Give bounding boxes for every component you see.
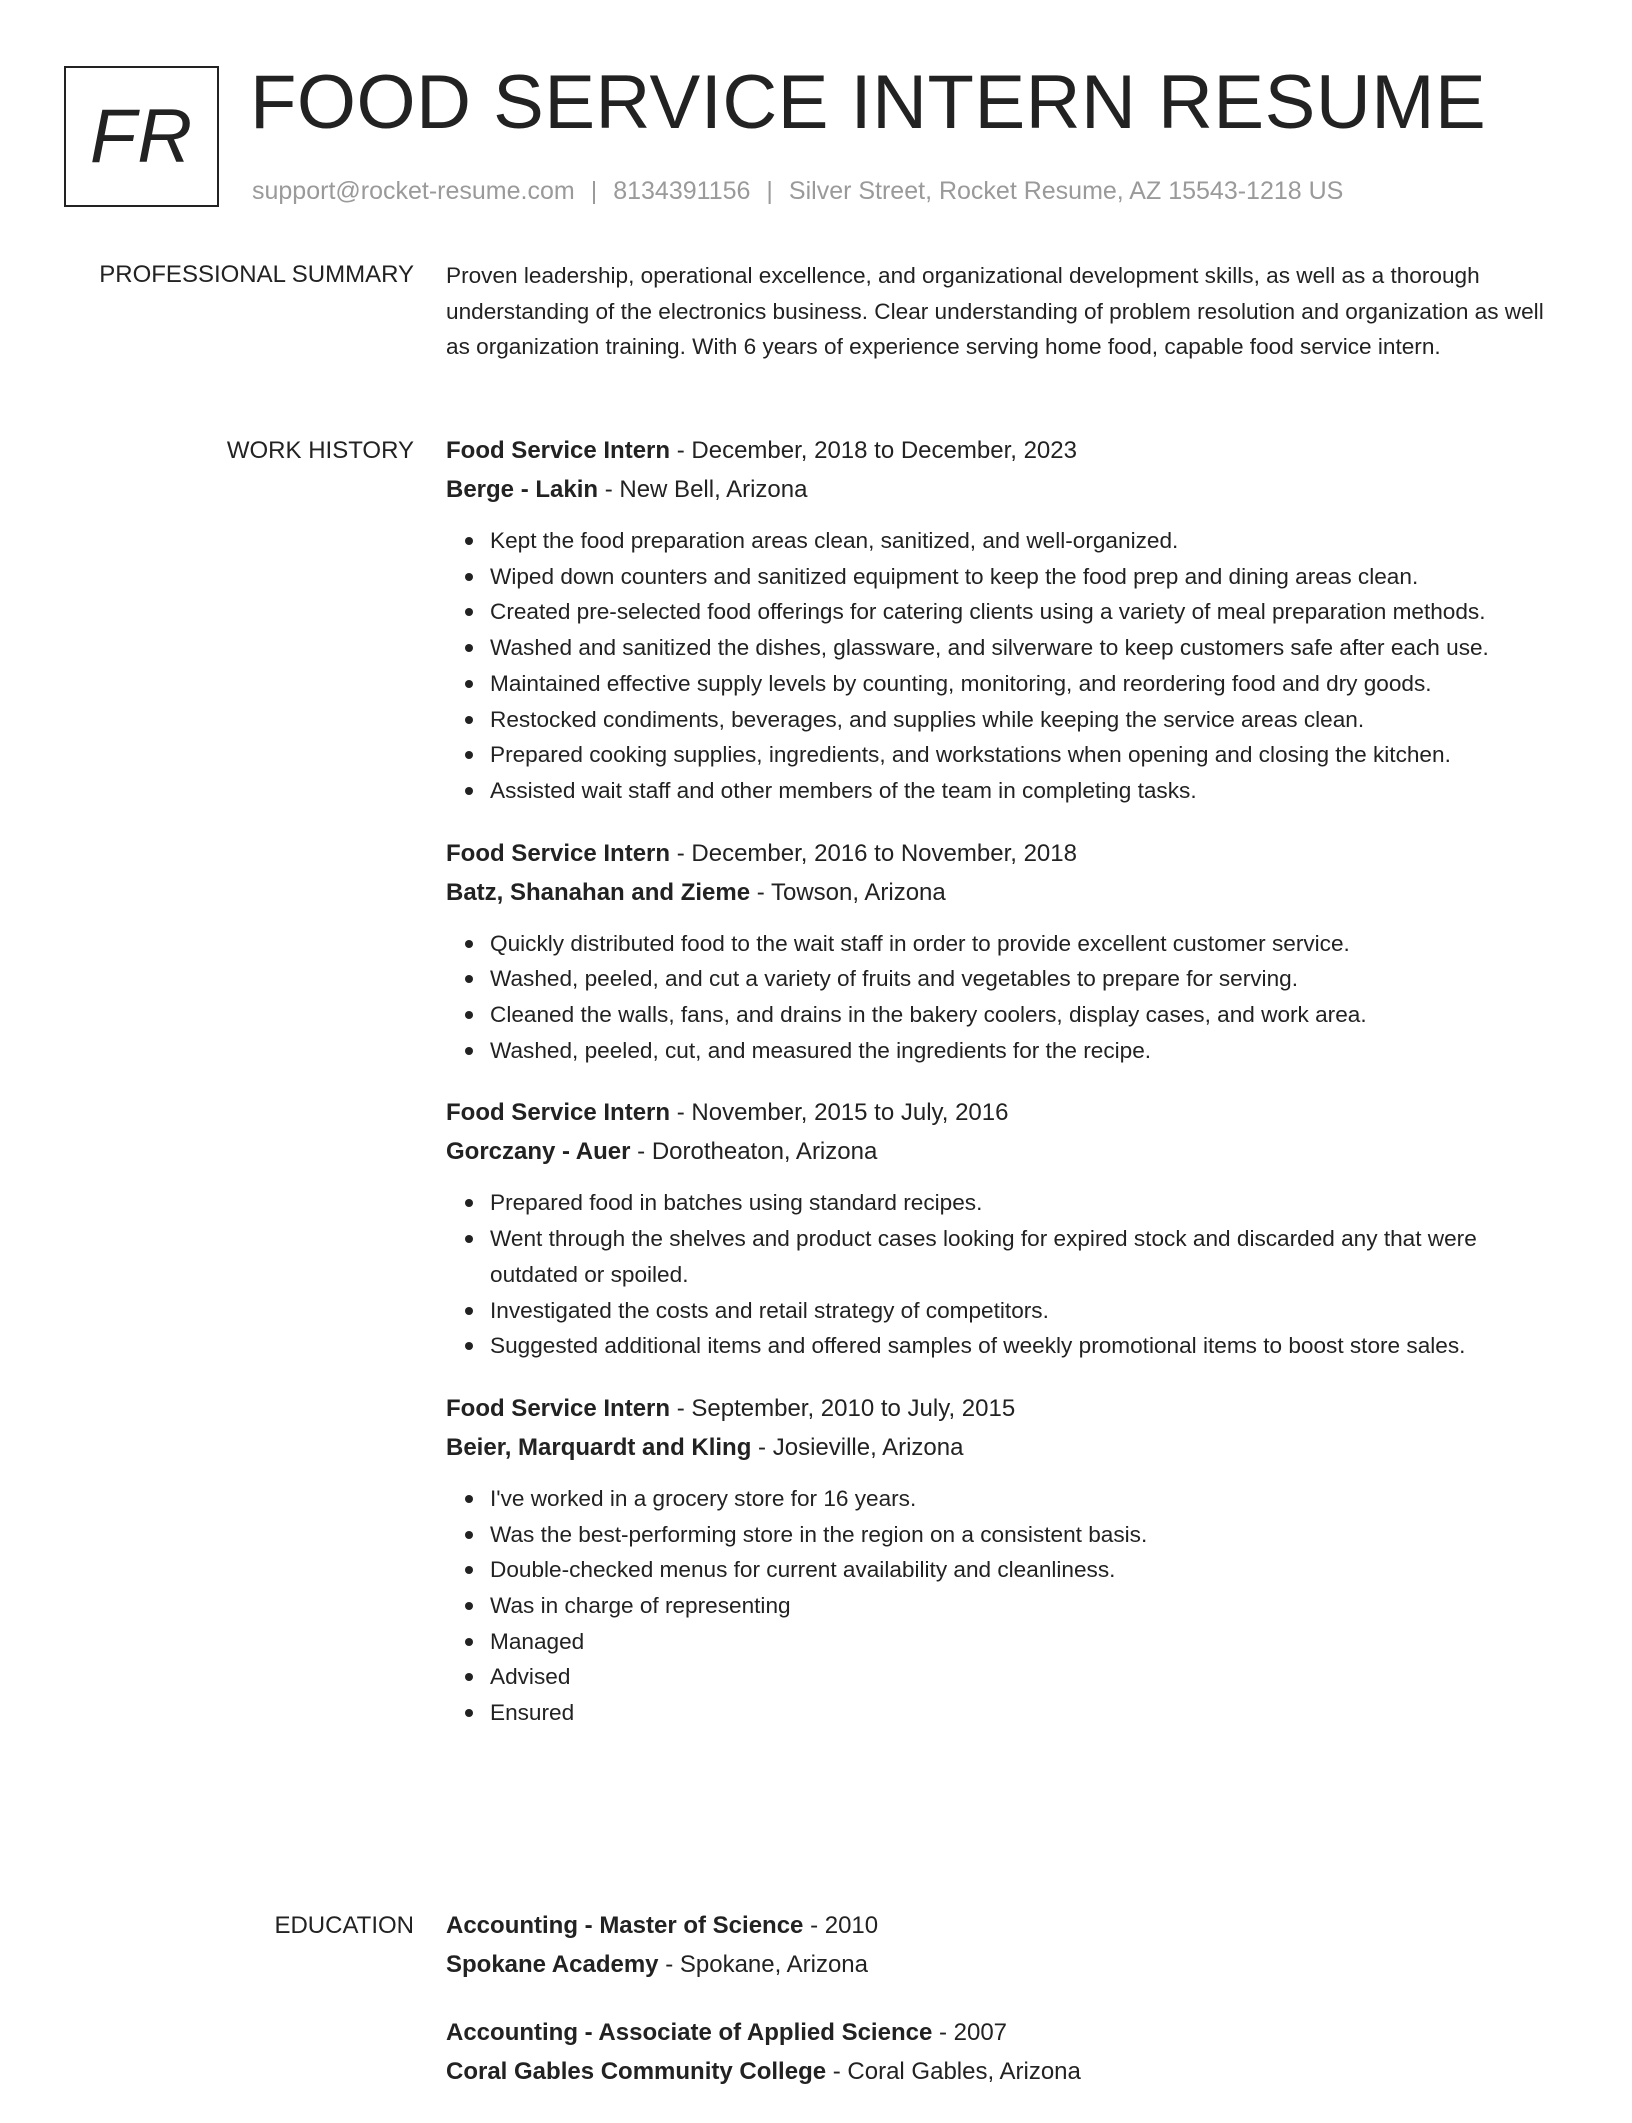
education-year: - 2007 — [932, 2019, 1008, 2046]
education-location: - Spokane, Arizona — [658, 1951, 868, 1978]
education-heading: EDUCATION — [274, 1912, 414, 1939]
job-dates: - September, 2010 to July, 2015 — [670, 1394, 1016, 1422]
job-bullet: Managed — [490, 1624, 1546, 1660]
job-bullet: Was the best-performing store in the region on a consistent basis. — [490, 1517, 1546, 1553]
contact-separator: | — [766, 177, 773, 205]
education-heading-line — [446, 2016, 1546, 2050]
education-location: - Coral Gables, Arizona — [826, 2058, 1081, 2085]
education-heading-line — [446, 1909, 1546, 1943]
job-bullet: Double-checked menus for current availability and cleanliness. — [490, 1552, 1546, 1588]
job-location: - New Bell, Arizona — [598, 476, 808, 503]
job-bullet: Restocked condiments, beverages, and supplies while keeping the service areas clean. — [490, 702, 1546, 738]
job-heading — [446, 837, 1546, 871]
job-employer — [446, 876, 1546, 910]
job-bullet: Investigated the costs and retail strategy of competitors. — [490, 1293, 1546, 1329]
job-bullet: Washed, peeled, and cut a variety of fruits and vegetables to prepare for serving. — [490, 961, 1546, 997]
education-year: - 2010 — [803, 1912, 879, 1939]
job-location: - Dorotheaton, Arizona — [630, 1138, 878, 1166]
education-school: Spokane Academy — [446, 1951, 659, 1978]
summary-heading: PROFESSIONAL SUMMARY — [99, 261, 414, 288]
job-location: - Josieville, Arizona — [751, 1433, 964, 1461]
job-bullet: Created pre-selected food offerings for catering clients using a variety of meal preparation methods. — [490, 594, 1546, 630]
job-bullet: Advised — [490, 1659, 1546, 1695]
job-dates: - December, 2016 to November, 2018 — [670, 839, 1077, 867]
resume-title: FOOD SERVICE INTERN RESUME — [250, 60, 1487, 145]
summary-text: Proven leadership, operational excellence, and organizational development skills, as well as a thorough understanding of the electronics business. Clear understanding of problem resolution and organization as well as organization training. With 6 years of experience serving home food, capable food service intern. — [446, 263, 1544, 360]
job-company: Berge - Lakin — [446, 476, 599, 503]
education-entry — [446, 1909, 1546, 1982]
education-entry — [446, 2016, 1546, 2089]
job-bullets — [446, 1481, 1546, 1731]
contact-address: Silver Street, Rocket Resume, AZ 15543-1218 US — [788, 177, 1344, 205]
job-bullet: Prepared food in batches using standard recipes. — [490, 1185, 1546, 1221]
contact-email: support@rocket-resume.com — [252, 177, 575, 205]
contact-line — [252, 176, 1343, 206]
job-title: Food Service Intern — [446, 1394, 671, 1422]
job-bullet: Quickly distributed food to the wait staff in order to provide excellent customer service. — [490, 926, 1546, 962]
job-entry — [446, 1392, 1546, 1731]
job-entry — [446, 837, 1546, 1069]
job-title: Food Service Intern — [446, 839, 671, 867]
job-company: Batz, Shanahan and Zieme — [446, 878, 751, 906]
education-list — [446, 1909, 1546, 2123]
education-degree: Accounting - Associate of Applied Science — [446, 2019, 933, 2046]
job-title: Food Service Intern — [446, 1099, 671, 1127]
job-bullet: Assisted wait staff and other members of the team in completing tasks. — [490, 773, 1546, 809]
job-bullet: Suggested additional items and offered samples of weekly promotional items to boost store sales. — [490, 1328, 1546, 1364]
monogram-logo: FR — [64, 66, 219, 207]
contact-separator: | — [590, 177, 598, 205]
job-bullet: Maintained effective supply levels by counting, monitoring, and reordering food and dry goods. — [490, 666, 1546, 702]
job-bullets — [446, 1185, 1546, 1364]
work-history-heading: WORK HISTORY — [226, 437, 414, 464]
job-bullet: Ensured — [490, 1695, 1546, 1731]
contact-phone: 8134391156 — [613, 177, 751, 205]
job-title: Food Service Intern — [446, 437, 671, 464]
job-employer — [446, 1431, 1546, 1465]
job-list — [446, 434, 1546, 1759]
job-entry — [446, 1096, 1546, 1364]
education-school: Coral Gables Community College — [446, 2058, 827, 2085]
job-bullet: Wiped down counters and sanitized equipment to keep the food prep and dining areas clean. — [490, 559, 1546, 595]
job-bullet: Prepared cooking supplies, ingredients, and workstations when opening and closing the kitchen. — [490, 737, 1546, 773]
job-bullet: Washed, peeled, cut, and measured the ingredients for the recipe. — [490, 1033, 1546, 1069]
job-bullets — [446, 926, 1546, 1069]
education-degree: Accounting - Master of Science — [446, 1912, 804, 1939]
job-bullet: Cleaned the walls, fans, and drains in the bakery coolers, display cases, and work area. — [490, 997, 1546, 1033]
job-bullet: Kept the food preparation areas clean, sanitized, and well-organized. — [490, 523, 1546, 559]
job-employer — [446, 473, 1546, 507]
education-school-line — [446, 2055, 1546, 2089]
job-bullet: I've worked in a grocery store for 16 years. — [490, 1481, 1546, 1517]
job-bullet: Was in charge of representing — [490, 1588, 1546, 1624]
job-dates: - November, 2015 to July, 2016 — [670, 1099, 1009, 1127]
job-bullets — [446, 523, 1546, 809]
job-employer — [446, 1135, 1546, 1169]
job-dates: - December, 2018 to December, 2023 — [670, 437, 1077, 464]
job-entry — [446, 434, 1546, 809]
education-school-line — [446, 1948, 1546, 1982]
job-location: - Towson, Arizona — [750, 878, 946, 906]
job-bullet: Went through the shelves and product cases looking for expired stock and discarded any that were outdated or spoiled. — [490, 1221, 1546, 1292]
job-heading — [446, 434, 1546, 468]
job-heading — [446, 1392, 1546, 1426]
job-company: Beier, Marquardt and Kling — [446, 1433, 752, 1461]
job-bullet: Washed and sanitized the dishes, glassware, and silverware to keep customers safe after each use. — [490, 630, 1546, 666]
job-company: Gorczany - Auer — [446, 1138, 631, 1166]
job-heading — [446, 1096, 1546, 1130]
